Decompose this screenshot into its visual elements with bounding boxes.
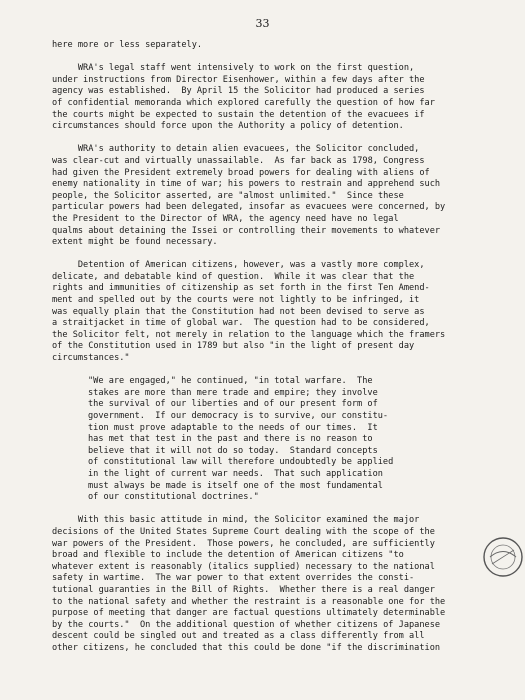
quote-line: of our constitutional doctrines." bbox=[88, 492, 259, 503]
text-line: extent might be found necessary. bbox=[52, 237, 218, 248]
text-line: to the national safety and whether the restraint is a reasonable one for the bbox=[52, 596, 446, 607]
quote-line: government. If our democracy is to survive, our constitu- bbox=[88, 411, 389, 421]
archive-stamp-icon bbox=[482, 536, 524, 578]
paragraph-supreme-court bbox=[52, 515, 492, 654]
text-line: decisions of the United States Supreme Court dealing with the scope of the bbox=[52, 526, 435, 537]
text-line: by the courts." On the additional question of whether citizens of Japanese bbox=[52, 619, 441, 630]
text-line: With this basic attitude in mind, the Solicitor examined the major bbox=[52, 515, 420, 526]
document-body bbox=[52, 40, 492, 666]
text-line: under instructions from Director Eisenhower, within a few days after the bbox=[52, 74, 425, 85]
quote-line: believe that it will not do so today. Standard concepts bbox=[88, 445, 378, 456]
paragraph-legal-staff bbox=[52, 63, 492, 133]
text-line: the Solicitor felt, not merely in relation to the language which the framers bbox=[52, 329, 446, 340]
text-line: purpose of meeting that danger are factual questions ultimately determinable bbox=[52, 608, 446, 619]
page-number: 33 bbox=[255, 17, 270, 30]
paragraph-intro bbox=[52, 40, 492, 52]
text-line: qualms about detaining the Issei or controlling their movements to whatever bbox=[52, 225, 441, 236]
text-line: ment and spelled out by the courts were not lightly to be infringed, it bbox=[52, 295, 420, 306]
text-line: safety in wartime. The war power to that extent overrides the consti- bbox=[52, 573, 415, 584]
text-line: the President to the Director of WRA, the agency need have no legal bbox=[52, 213, 399, 224]
quote-line: "We are engaged," he continued, "in total warfare. The bbox=[88, 376, 373, 387]
text-line: war powers of the President. Those powers, he concluded, are sufficiently bbox=[52, 538, 435, 549]
text-line: WRA's authority to detain alien evacuees, the Solicitor concluded, bbox=[52, 144, 420, 155]
text-line: had given the President extremely broad powers for dealing with aliens of bbox=[52, 167, 430, 178]
quote-line: must always be made is itself one of the most fundamental bbox=[88, 480, 383, 491]
text-line: circumstances." bbox=[52, 353, 130, 364]
text-line: descent could be singled out and treated as a class differently from all bbox=[52, 631, 425, 642]
text-line: WRA's legal staff went intensively to work on the first question, bbox=[52, 63, 415, 74]
quote-line: of constitutional law will therefore undoubtedly be applied bbox=[88, 457, 394, 468]
block-quote bbox=[88, 376, 418, 504]
text-line: circumstances should force upon the Authority a policy of detention. bbox=[52, 121, 404, 132]
quote-line: in the light of current war needs. That such application bbox=[88, 468, 383, 479]
text-line: of the Constitution used in 1789 but also "in the light of present day bbox=[52, 341, 415, 352]
text-line: other citizens, he concluded that this could be done "if the discrimination bbox=[52, 642, 441, 653]
text-line: of confidential memoranda which explored carefully the question of how far bbox=[52, 97, 435, 108]
text-line: broad and flexible to include the detention of American citizens "to bbox=[52, 550, 404, 561]
quote-line: has met that test in the past and there is no reason to bbox=[88, 434, 373, 445]
text-line: was clear-cut and virtually unassailable. As far back as 1798, Congress bbox=[52, 155, 425, 166]
paragraph-citizen-detention bbox=[52, 260, 492, 364]
text-line: tutional guaranties in the Bill of Rights. Whether there is a real danger bbox=[52, 584, 435, 595]
quote-line: tion must prove adaptable to the needs of our times. It bbox=[88, 422, 378, 433]
quote-line: stakes are more than mere trade and empire; they involve bbox=[88, 387, 378, 398]
text-line: enemy nationality in time of war; his powers to restrain and apprehend such bbox=[52, 179, 441, 190]
text-line: people, the Solicitor asserted, are "almost unlimited." Since these bbox=[52, 190, 404, 201]
paragraph-alien-authority bbox=[52, 144, 492, 248]
text-line: rights and immunities of citizenship as set forth in the first Ten Amend- bbox=[52, 283, 430, 294]
text-line: Detention of American citizens, however, was a vastly more complex, bbox=[52, 260, 425, 271]
text-line: delicate, and debatable kind of question. While it was clear that the bbox=[52, 271, 415, 282]
text-line: particular powers had been delegated, insofar as evacuees were concerned, by bbox=[52, 202, 446, 213]
text-line: here more or less separately. bbox=[52, 40, 203, 50]
text-line: agency was established. By April 15 the Solicitor had produced a series bbox=[52, 86, 425, 97]
text-line: whatever extent is reasonably (italics supplied) necessary to the national bbox=[52, 561, 435, 572]
quote-line: the survival of our liberties and of our present form of bbox=[88, 399, 378, 410]
text-line: the courts might be expected to sustain the detention of the evacuees if bbox=[52, 109, 425, 120]
text-line: was equally plain that the Constitution had not been devised to serve as bbox=[52, 306, 425, 317]
text-line: a straitjacket in time of global war. The question had to be considered, bbox=[52, 318, 430, 329]
